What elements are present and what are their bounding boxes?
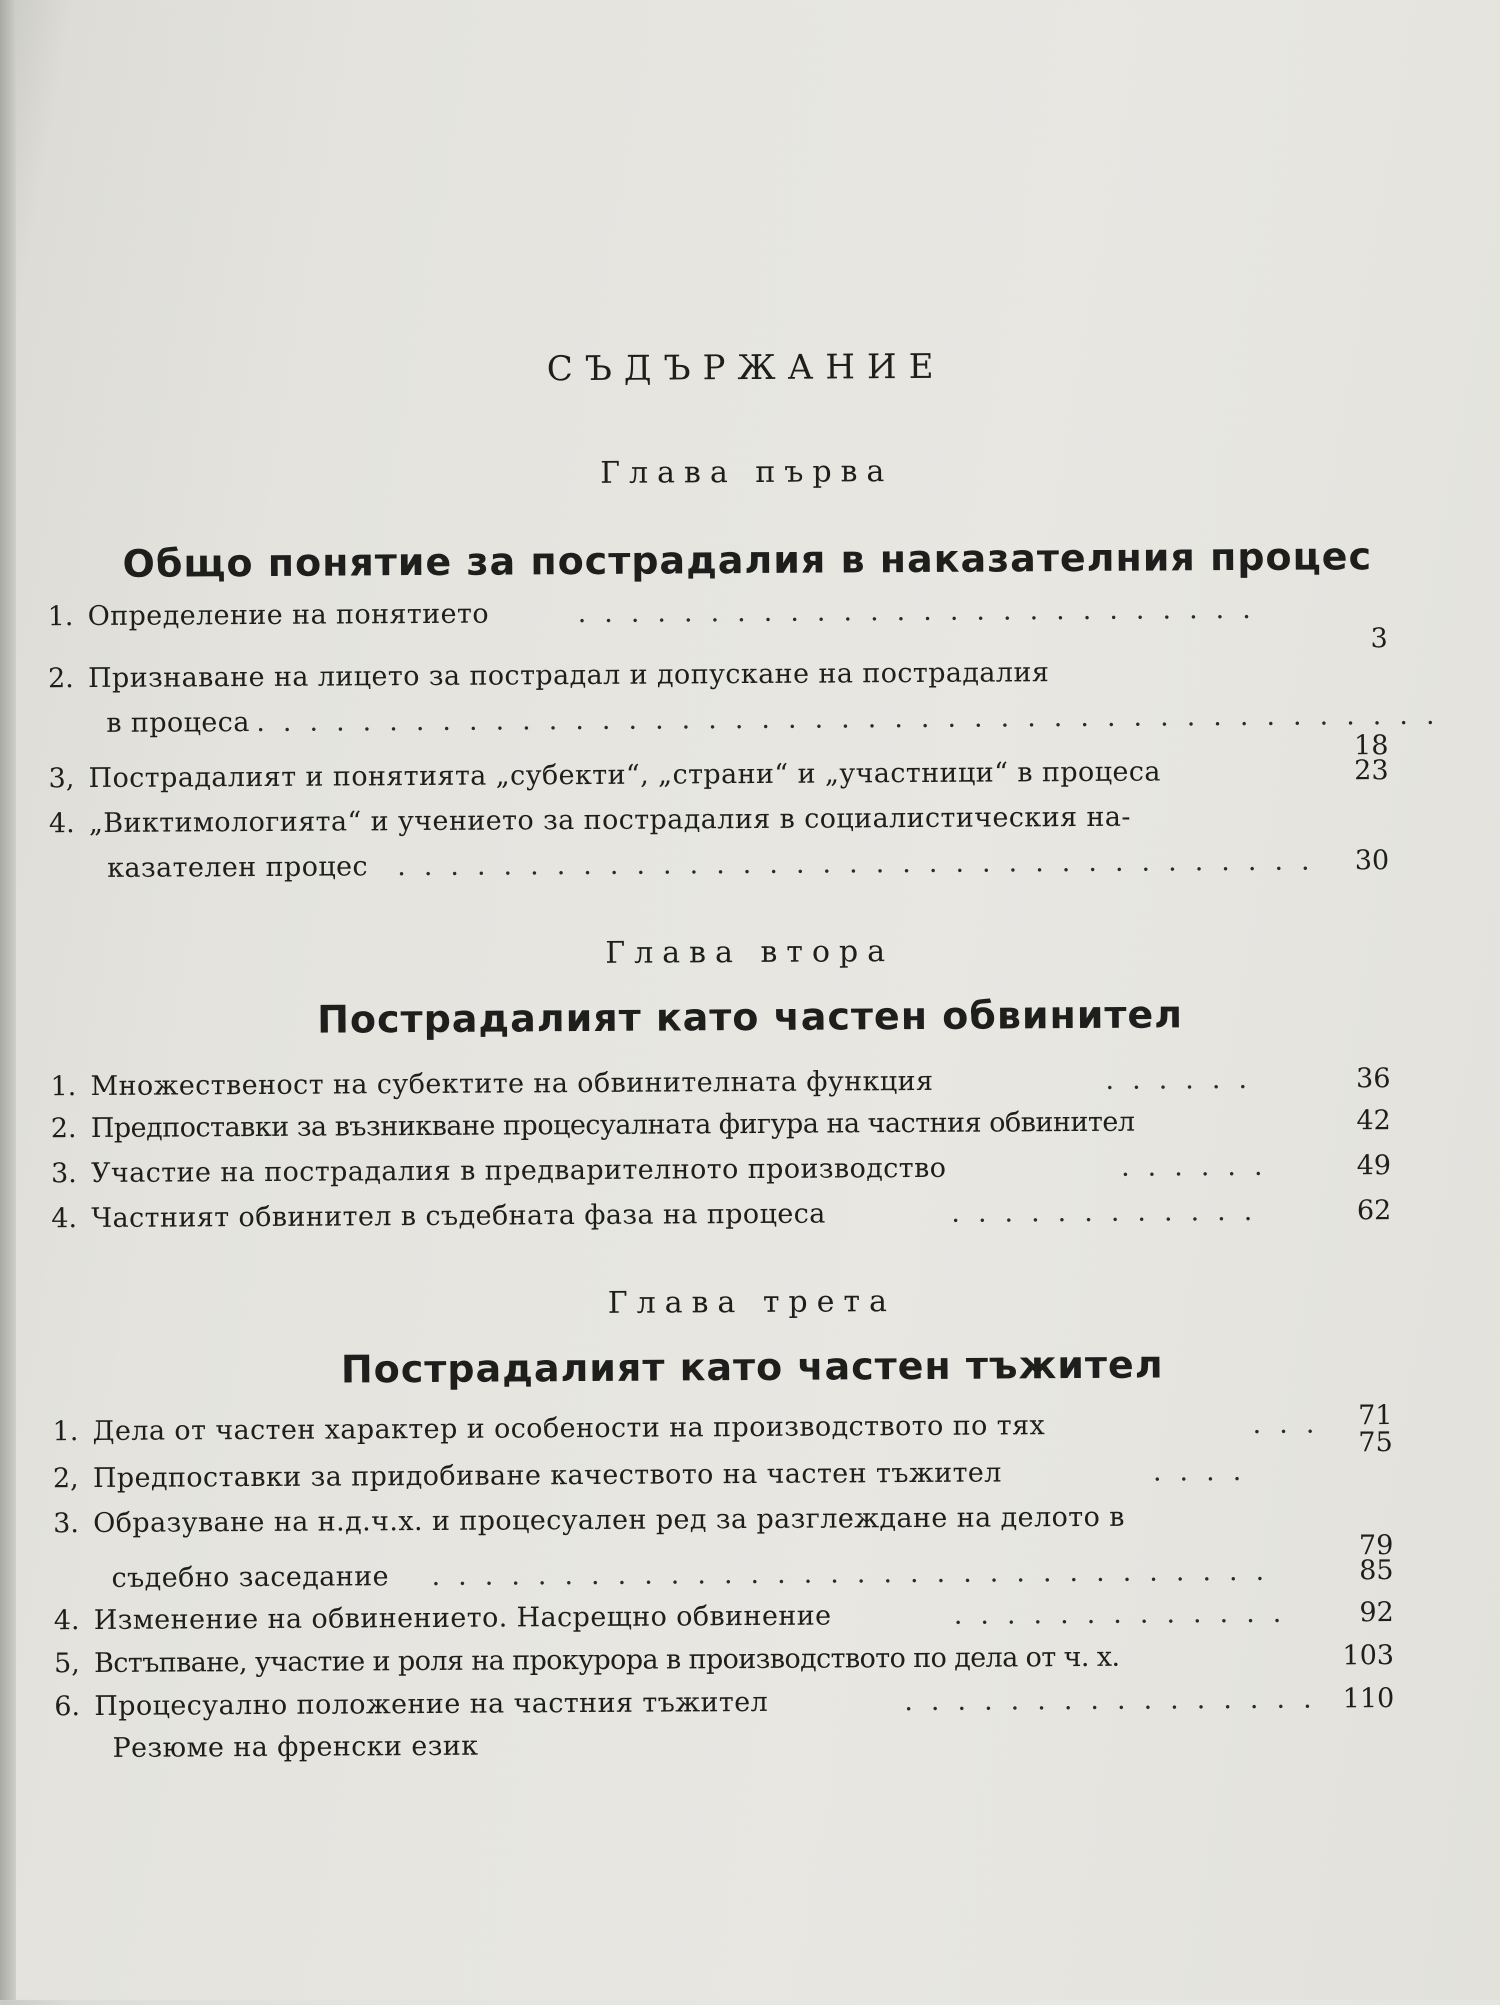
toc-entry [107,841,1389,889]
entry-page: 3 [1370,623,1388,655]
leader-dots: ...... [1120,1150,1281,1183]
entry-text: Пострадалият и понятията „субекти“, „страни“ и „участници“ в процеса [88,756,1161,795]
entry-number: 1. [47,601,74,633]
leader-dots: ............. [953,1597,1300,1631]
entry-text: в процеса [106,707,250,739]
leader-dots: ................................ [431,1555,1283,1592]
entry-text: Процесуално положение на частния тъжител [94,1686,769,1723]
toc-entry [47,589,1388,655]
leader-dots: ... [1252,1408,1333,1440]
toc-entry [106,696,1453,762]
toc-entry [53,1496,1394,1562]
entry-page: 110 [1342,1683,1395,1715]
entry-number: 4. [48,808,75,840]
leader-dots: ............................................. [256,699,1453,739]
toc-entry [50,1059,1390,1107]
entry-page: 79 [1358,1530,1394,1562]
entry-text: Признаване на лицето за пострадал и допускане на пострадалия [87,657,1050,695]
entry-text: Встъпване, участие и роля на прокурора в производството по дела от ч. х. [93,1641,1120,1680]
entry-number: 6. [54,1691,81,1723]
contents-title: СЪДЪРЖАНИЕ [546,346,946,390]
entry-page: 85 [1359,1555,1394,1587]
entry-text: „Виктимологията“ и учението за пострадалия в социалистическия на- [88,801,1131,840]
entry-page: 36 [1356,1063,1391,1095]
toc-entry [49,796,1389,844]
toc-entry [54,1593,1394,1641]
entry-number: 4. [51,1203,78,1235]
entry-page: 42 [1356,1105,1391,1137]
leader-dots: .......................... [577,593,1269,630]
chapter-3-title: Пострадалият като частен тъжител [340,1342,1164,1392]
toc-entry [51,1146,1391,1194]
entry-text: съдебно заседание [111,1561,390,1594]
entry-number: 1. [52,1416,79,1448]
entry-page: 62 [1356,1195,1392,1227]
leader-dots: .... [1152,1455,1260,1488]
entry-text: Участие на пострадалия в предварителното производство [90,1152,947,1190]
toc-entry [48,651,1388,699]
toc-entry [111,1551,1393,1599]
entry-number: 1. [50,1071,77,1103]
toc-entry [112,1721,1452,1769]
entry-number: 2, [52,1463,79,1495]
entry-text: казателен процес [107,851,369,884]
entry-text: Множественост на субектите на обвинителната функция [90,1065,934,1103]
entry-number: 3, [48,763,75,795]
entry-page: 71 [1358,1400,1393,1432]
entry-number: 2. [47,663,74,695]
entry-number: 3. [53,1508,80,1540]
chapter-1-title: Общо понятие за пострадалия в наказателния процес [122,534,1373,586]
chapter-2-label: Глава втора [605,934,895,971]
entry-page: 103 [1342,1640,1395,1672]
entry-text: Образуване на н.д.ч.х. и процесуален ред за разглеждане на делото в [93,1501,1125,1540]
entry-text: Предпоставки за възникване процесуалната фигура на частния обвинител [90,1106,1135,1145]
entry-number: 3. [50,1158,77,1190]
entry-page: 49 [1356,1150,1392,1182]
entry-number: 5, [53,1648,80,1680]
chapter-1-label: Глава първа [600,454,894,491]
entry-number: 2. [50,1113,77,1145]
leader-dots: ............ [951,1195,1271,1229]
entry-page: 92 [1359,1597,1394,1629]
entry-page: 30 [1354,845,1390,877]
entry-text: Определение на понятието [87,598,490,633]
toc-entry [49,751,1389,799]
entry-text: Предпоставки за придобиване качеството на частен тъжител [92,1457,1002,1495]
entry-text: Резюме на френски език [112,1730,479,1764]
toc-entry [54,1679,1394,1727]
entry-text: Дела от частен характер и особености на производството по тях [92,1410,1046,1448]
leader-dots: ................ [904,1683,1330,1718]
leader-dots: ................................... [397,845,1328,883]
entry-page: 75 [1358,1427,1393,1459]
entry-page: 18 [1354,730,1389,762]
toc-entry [52,1400,1393,1452]
leader-dots: ...... [1105,1063,1266,1096]
entry-page: 23 [1354,755,1389,787]
chapter-3-label: Глава трета [607,1284,897,1321]
toc-entry [51,1101,1391,1149]
entry-number: 4. [53,1605,80,1637]
entry-text: Частният обвинител в съдебната фаза на процеса [91,1198,826,1235]
toc-entry [51,1191,1391,1239]
entry-text: Изменение на обвинението. Насрещно обвинение [93,1600,832,1637]
toc-entry [54,1636,1394,1684]
chapter-2-title: Пострадалият като частен обвинител [317,992,1184,1042]
